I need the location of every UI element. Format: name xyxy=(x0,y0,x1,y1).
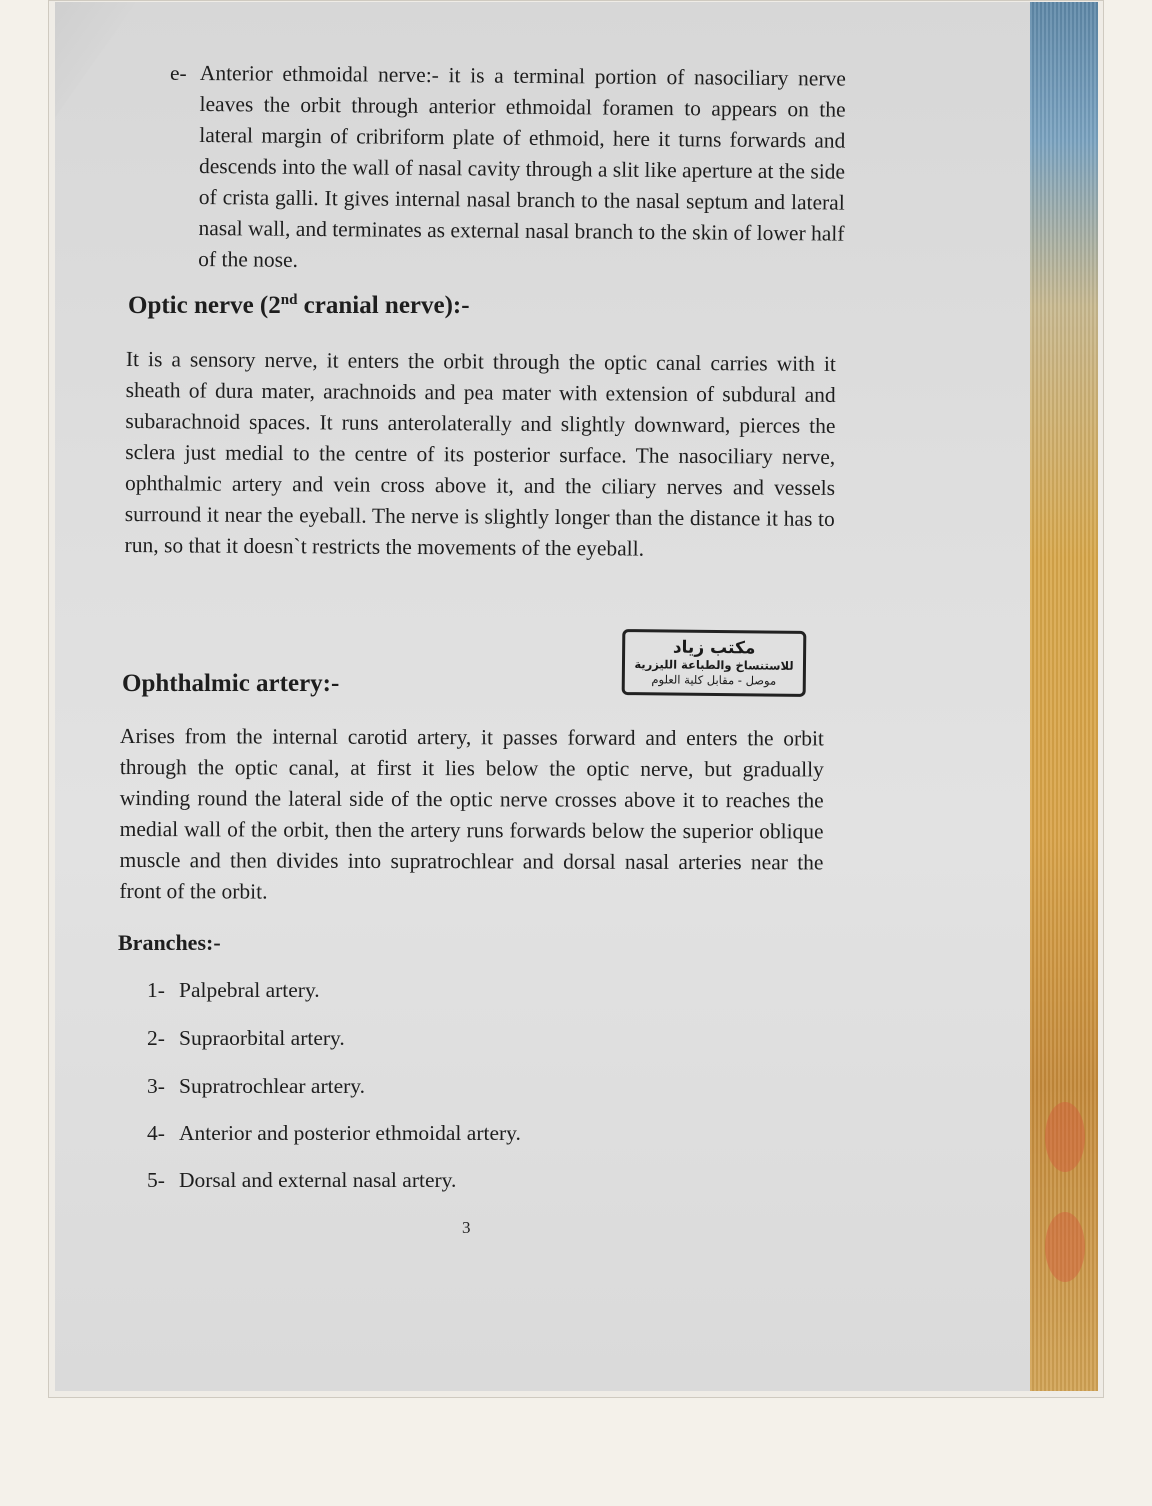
item-marker: e- xyxy=(170,61,187,85)
list-item xyxy=(147,1168,456,1193)
stamp-line: موصل - مقابل كلية العلوم xyxy=(651,672,777,688)
ophthalmic-artery-heading: Ophthalmic artery:- xyxy=(122,670,340,697)
stamp-line: مكتب زياد xyxy=(672,637,756,659)
list-text: Supraorbital artery. xyxy=(179,1026,345,1050)
list-number: 4- xyxy=(147,1121,165,1145)
optic-nerve-paragraph: It is a sensory nerve, it enters the orbit through the optic canal carries with it sheath of dura mater, arachnoids and pea mater with extension of subdural and subarachnoid spaces. It runs anterolaterally and slightly downward, pierces the sclera just medial to the centre of its posterior surface. The nasociliary nerve, ophthalmic artery and vein cross above it, and the ciliary nerves and vessels surround it near the eyeball. The nerve is slightly longer than the distance it has to run, so that it doesn`t restricts the movements of the eyeball. xyxy=(124,346,836,561)
heading-text: Optic nerve (2 xyxy=(128,292,281,319)
anterior-ethmoidal-paragraph: Anterior ethmoidal nerve:- it is a terminal portion of nasociliary nerve leaves the orbit through anterior ethmoidal foramen to appears on the lateral margin of cribriform plate of ethmoid, here it turns forwards and descends into the wall of nasal cavity through a slit like aperture at the side of crista galli. It gives internal nasal branch to the nasal septum and lateral nasal wall, and terminates as external nasal branch to the skin of lower half of the nose. xyxy=(198,60,846,272)
page-number: 3 xyxy=(462,1218,471,1237)
branches-heading: Branches:- xyxy=(118,930,221,955)
stamp-line: للاستنساخ والطباعة الليزرية xyxy=(634,657,794,673)
optic-nerve-heading xyxy=(128,292,470,320)
heading-superscript: nd xyxy=(280,292,298,308)
list-number: 2- xyxy=(147,1026,165,1050)
list-text: Palpebral artery. xyxy=(179,978,320,1002)
list-number: 3- xyxy=(147,1074,165,1098)
ophthalmic-artery-paragraph: Arises from the internal carotid artery, it passes forward and enters the orbit through the optic canal, at first it lies below the optic nerve, but gradually winding round the lateral side of the optic nerve crosses above it to reaches the medial wall of the orbit, then the artery runs forwards below the superior oblique muscle and then divides into supratrochlear and dorsal nasal arteries near the front of the orbit. xyxy=(119,724,824,904)
list-text: Supratrochlear artery. xyxy=(179,1074,366,1098)
list-text: Anterior and posterior ethmoidal artery. xyxy=(179,1121,521,1145)
list-item xyxy=(147,1121,521,1146)
list-item-e xyxy=(170,58,846,275)
print-shop-stamp xyxy=(622,629,807,697)
heading-text: cranial nerve):- xyxy=(297,292,470,319)
list-number: 1- xyxy=(147,978,165,1002)
list-item xyxy=(147,978,320,1003)
list-text: Dorsal and external nasal artery. xyxy=(179,1168,457,1192)
list-item xyxy=(147,1074,365,1099)
list-number: 5- xyxy=(147,1168,165,1192)
list-item xyxy=(147,1026,345,1051)
